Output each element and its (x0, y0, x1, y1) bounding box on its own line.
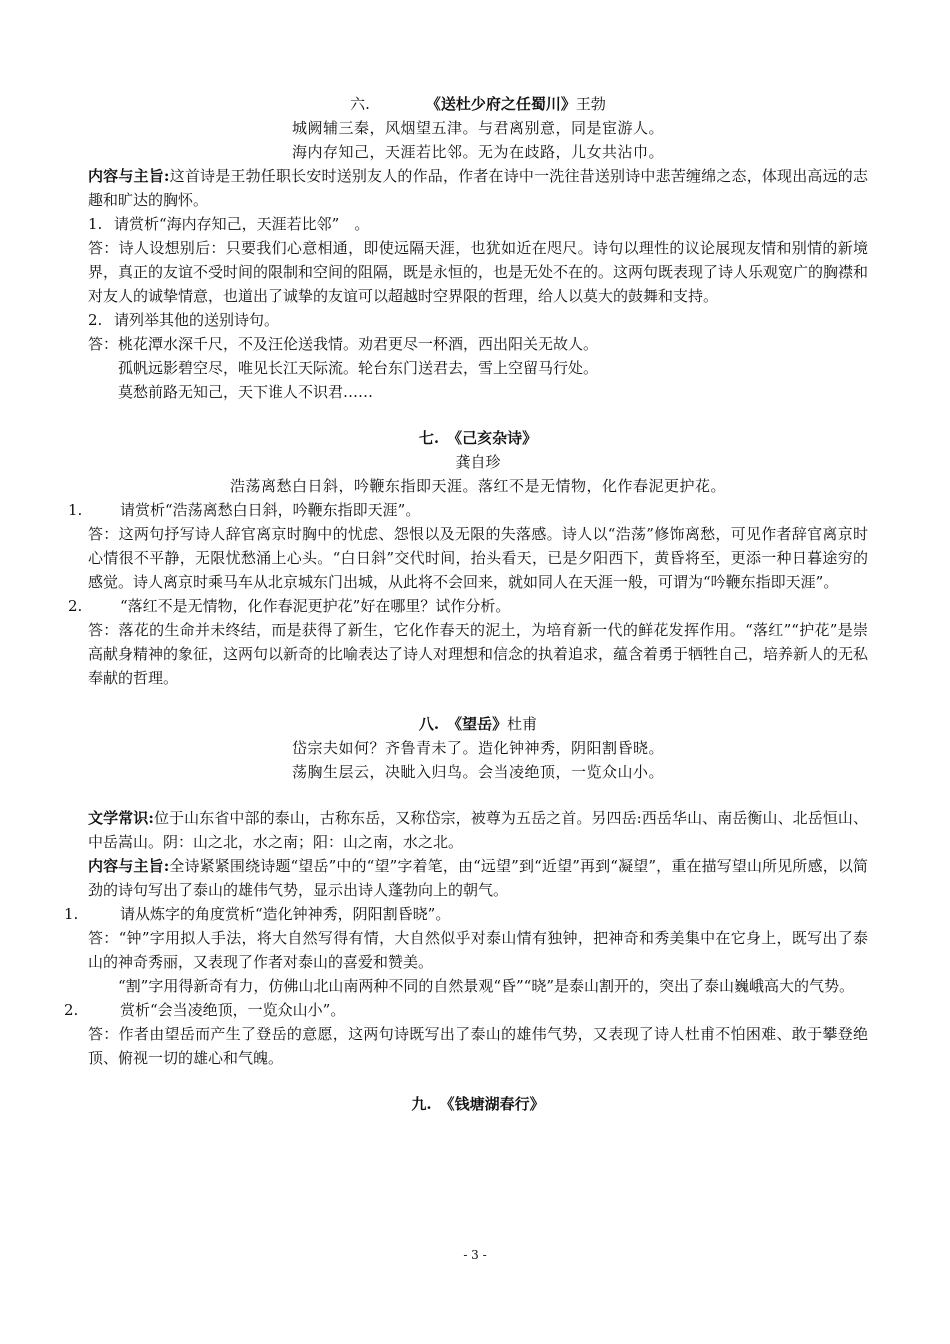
answer: “割”字用得新奇有力，仿佛山北山南两种不同的自然景观“昏”“晓”是泰山割开的，突出了泰山巍峨高大的气势。 (118, 977, 855, 995)
question (88, 212, 868, 236)
answer: 答：落花的生命并未终结，而是获得了新生，它化作春天的泥土，为培育新一代的鲜花发挥作用。“落红”“护花”是崇高献身精神的象征，这两句以新奇的比喻表达了诗人对理想和信念的执着追求，蕴含着勇于牺牲自己，培养新人的无私奉献的哲理。 (88, 621, 869, 687)
question-text: 请从炼字的角度赏析“造化钟神秀，阴阳割昏晓”。 (120, 905, 451, 923)
poem-author: 王勃 (575, 95, 606, 113)
theme-label: 内容与主旨: (88, 167, 170, 185)
page-number: - 3 - (463, 1248, 487, 1262)
poem-title: 《钱塘湖春行》 (439, 1095, 545, 1113)
question-text: “落红不是无情物，化作春泥更护花”好在哪里？试作分析。 (120, 597, 511, 615)
literature-label: 文学常识: (88, 809, 154, 827)
poem-line: 浩荡离愁白日斜，吟鞭东指即天涯。落红不是无情物，化作春泥更护花。 (229, 477, 726, 495)
answer: 答：诗人设想别后：只要我们心意相通，即使远隔天涯，也犹如近在咫尺。诗句以理性的议论展现友情和别情的新境界，真正的友谊不受时间的限制和空间的阻隔，既是永恒的，也是无处不在的。这两句既表现了诗人乐观宽广的胸襟和对友人的诚挚情意，也道出了诚挚的友谊可以超越时空界限的哲理，给人以莫大的鼓舞和支持。 (88, 239, 869, 305)
section-number: 九. (411, 1095, 432, 1113)
question-text: 请赏析“浩荡离愁白日斜，吟鞭东指即天涯”。 (120, 501, 421, 519)
section-number: 六. (350, 95, 370, 113)
section-6-heading (88, 92, 868, 116)
section-number: 七. (418, 429, 440, 447)
question (88, 308, 868, 332)
answer: 答：作者由望岳而产生了登岳的意愿，这两句诗既写出了泰山的雄伟气势，又表现了诗人杜甫不怕困难、敢于攀登绝顶、俯视一切的雄心和气魄。 (88, 1025, 868, 1067)
poem-title: 《送杜少府之任蜀川》 (425, 95, 576, 113)
answer-line: 莫愁前路无知己，天下谁人不识君…… (118, 383, 374, 401)
theme-label: 内容与主旨: (88, 857, 170, 875)
question-number: 1. (88, 215, 103, 233)
section-7-heading (88, 426, 868, 450)
literature-text: 位于山东省中部的泰山，古称东岳，又称岱宗，被尊为五岳之首。另四岳:西岳华山、南岳衡山、北岳恒山、中岳嵩山。阴：山之北，水之南；阳：山之南，水之北。 (88, 809, 869, 851)
poem-author: 杜甫 (507, 715, 538, 733)
question (68, 498, 868, 522)
section-9-heading (88, 1092, 868, 1116)
section-number: 八. (418, 715, 440, 733)
question (68, 594, 868, 618)
poem-line: 海内存知己，天涯若比邻。无为在歧路，儿女共沾巾。 (291, 143, 664, 161)
answer-line: 孤帆远影碧空尽，唯见长江天际流。轮台东门送君去，雪上空留马行处。 (118, 359, 599, 377)
question-number: 1. (64, 905, 79, 923)
question-text: 请列举其他的送别诗句。 (114, 311, 280, 329)
poem-line: 城阙辅三秦，风烟望五津。与君离别意，同是宦游人。 (291, 119, 664, 137)
section-8-heading (88, 712, 868, 736)
theme-paragraph (88, 164, 868, 212)
poem-line: 荡胸生层云，决眦入归鸟。会当凌绝顶，一览众山小。 (291, 763, 664, 781)
theme-paragraph (88, 854, 868, 902)
theme-text: 全诗紧紧围绕诗题“望岳”中的“望”字着笔，由“远望”到“近望”再到“凝望”，重在描写望山所见所感，以简劲的诗句写出了泰山的雄伟气势，显示出诗人蓬勃向上的朝气。 (88, 857, 868, 899)
literature-note (88, 806, 868, 854)
question-number: 1. (68, 501, 83, 519)
question-number: 2. (64, 1001, 79, 1019)
question (64, 902, 868, 926)
poem-author: 龚自珍 (455, 453, 501, 471)
poem-title: 《望岳》 (447, 715, 508, 733)
question (64, 998, 868, 1022)
theme-text: 这首诗是王勃任职长安时送别友人的作品，作者在诗中一洗往昔送别诗中悲苦缠绵之态，体现出高远的志趣和旷达的胸怀。 (88, 167, 868, 209)
document-page (64, 92, 869, 1116)
answer-line: 答：桃花潭水深千尺，不及汪伦送我情。劝君更尽一杯酒，西出阳关无故人。 (88, 335, 599, 353)
answer: 答：这两句抒写诗人辞官离京时胸中的忧虑、怨恨以及无限的失落感。诗人以“浩荡”修饰离愁，可见作者辞官离京时心情很不平静，无限忧愁涌上心头。“白日斜”交代时间，抬头看天，已是夕阳西下，黄昏将至，更添一种日暮途穷的感觉。诗人离京时乘马车从北京城东门出城，从此将不会回来，就如同人在天涯一般，可谓为“吟鞭东指即天涯”。 (88, 525, 868, 591)
poem-line: 岱宗夫如何？齐鲁青未了。造化钟神秀，阴阳割昏晓。 (291, 739, 664, 757)
question-text: 赏析“会当凌绝顶，一览众山小”。 (120, 1001, 346, 1019)
poem-title: 《己亥杂诗》 (447, 429, 538, 447)
question-number: 2. (88, 311, 103, 329)
question-text: 请赏析“海内存知己，天涯若比邻” 。 (114, 215, 370, 233)
answer: 答：“钟”字用拟人手法，将大自然写得有情，大自然似乎对泰山情有独钟，把神奇和秀美集中在它身上，既写出了泰山的神奇秀丽，又表现了作者对泰山的喜爱和赞美。 (88, 929, 868, 971)
question-number: 2. (68, 597, 83, 615)
